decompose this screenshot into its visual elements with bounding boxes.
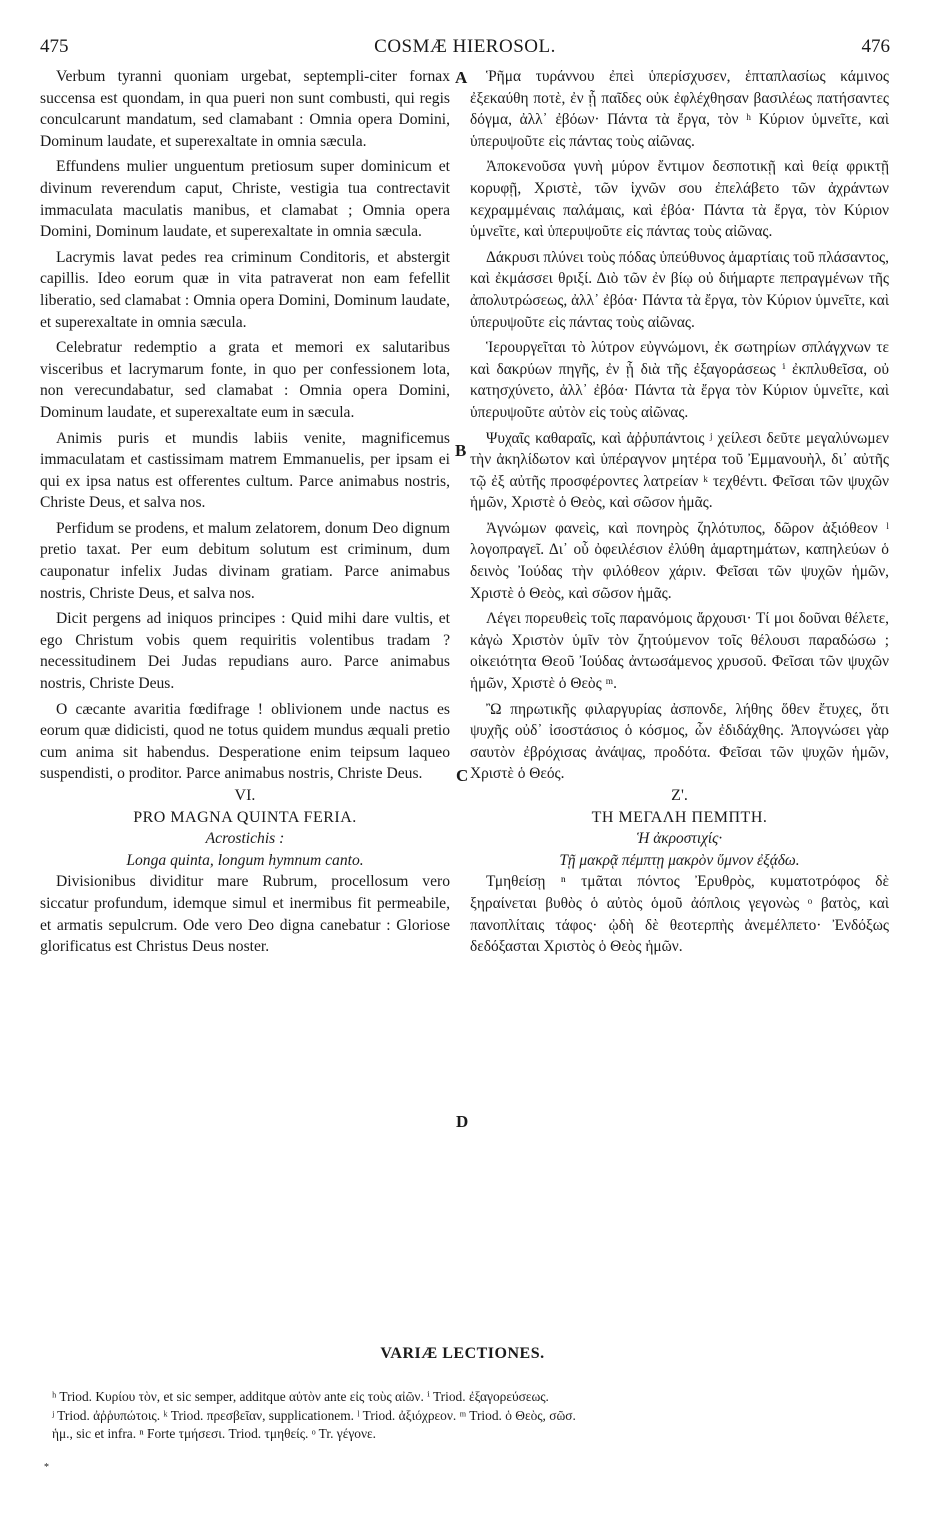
latin-section-number: VI. [234, 787, 256, 804]
greek-paragraph: Λέγει πορευθεὶς τοῖς παρανόμοις ἄρχουσι· Τί μοι δοῦναι θέλετε, κἀγὼ Χριστὸν ὑμῖν τὸν ζητούμενον τοῖς θέλουσι παραδώσω ; οἰκειότητα Θεοῦ Ἰούδας ἀντωσάμενος χρυσοῦ. Φεῖσαι τῶν ψυχῶν ἡμῶν, Χριστὲ ὁ Θεὸς ᵐ. [470, 610, 889, 693]
greek-section-title: ΤΗ ΜΕΓΑΛΗ ΠΕΜΠΤΗ. [591, 808, 768, 826]
latin-section-title: PRO MAGNA QUINTA FERIA. [133, 808, 357, 826]
variant-note-line: ʰ Triod. Κυρίου τὸν, et sic semper, additque αὐτὸν ante εἰς τοὺς αἰῶν. ⁱ Triod. ἐξαγορεύσεως. [52, 1389, 549, 1404]
greek-section-number: Ζ'. [671, 787, 688, 804]
greek-paragraph: Ἱερουργεῖται τὸ λύτρον εὐγνώμονι, ἐκ σωτηρίων σπλάγχνων τε καὶ δακρύων πηγῆς, ἐν ᾗ διὰ τῆς ἐξαγοράσεως ⁱ ἐκπλυθεῖσα, οὐ κατησχύνετο, ἀλλ᾽ ἐβόα· Πάντα τὰ ἔργα τὸν Κύριον ὑμνεῖτε, καὶ ὑπερυψοῦτε αὐτὸν εἰς τοὺς αἰῶνας. [470, 339, 889, 421]
margin-marker-c: C [456, 766, 469, 785]
variant-note-line: ἡμ., sic et infra. ⁿ Forte τμήσεσι. Triod. τμηθείς. ᵒ Tr. γέγονε. [52, 1426, 376, 1441]
greek-paragraph: Δάκρυσι πλύνει τοὺς πόδας ὑπεύθυνος ἁμαρτίαις τοῦ πλάσαντος, καὶ ἐκμάσσει θριξί. Διὸ τῶν ἐν βίῳ οὐ διήμαρτε πεπραγμένων τῆς ἀπολυτρώσεως, ἀλλ᾽ ἐβόα· Πάντα τὰ ἔργα, τὸν Κύριον ὑμνεῖτε, καὶ ὑπερυψοῦτε εἰς πάντας τοὺς αἰῶνας. [470, 248, 889, 331]
latin-section-text: Divisionibus dividitur mare Rubrum, procellosum vero siccatur profundum, idemque simul et inermibus fit permeabile, et armatis sepulcrum. Ode vero Deo digna canebatur : Gloriose glorificatus est Christus Deus noster. [40, 873, 450, 956]
latin-paragraph: Perfidum se prodens, et malum zelatorem, donum Deo dignum pretio taxat. Per eum debitum solutum est criminum, dum cauponatur infelix Judas divinam gratiam. Parce animabus nostris, Christe Deus, et salva nos. [40, 519, 450, 602]
running-title: COSMÆ HIEROSOL. [374, 36, 556, 57]
latin-paragraph: Lacrymis lavat pedes rea criminum Conditoris, et abstergit capillis. Ideo eorum quæ in vita patraverat non eam fefellit liberatio, sed clamabat : Omnia opera Domini, Dominum laudate, et superexaltate in omnia sæcula. [40, 248, 450, 331]
latin-paragraph: O cæcante avaritia fœdifrage ! oblivionem unde nactus es eorum quæ didicisti, quod ne totus quidem mundus æquali pretio cum anima sit habendus. Desperatione enim teipsum laqueo suspendisti, o proditor. Parce animabus nostris, Christe Deus. [40, 700, 450, 783]
page-header [40, 36, 890, 58]
greek-acrostic-text: Τῇ μακρᾷ πέμπτῃ μακρὸν ὕμνον ἐξᾴδω. [559, 851, 800, 869]
latin-paragraph: Verbum tyranni quoniam urgebat, septempli-citer fornax succensa est quondam, in qua pueri non sunt combusti, qui regis conculcarunt mandatum, sed clamabant : Omnia opera Domini, Dominum laudate, et superexaltate in omnia sæcula. [40, 68, 450, 150]
latin-paragraph: Animis puris et mundis labiis venite, magnificemus immaculatam et castissimam matrem Emmanuelis, per ipsam ei qui ex ipsa natus est offerentes cultum. Parce animabus nostris, Christe Deus, et salva nos. [40, 429, 450, 512]
page-number-left: 475 [40, 36, 69, 57]
latin-paragraph: Effundens mulier unguentum pretiosum super dominicum et divinum reverendum caput, Christe, vestigia tua contrectavit immaculata maculatis manibus, et clamabat ; Omnia opera Domini, Dominum laudate, et superexaltate in omnia sæcula. [40, 158, 450, 241]
margin-marker-b: B [455, 441, 467, 460]
greek-column [470, 66, 889, 958]
greek-paragraph: Ῥῆμα τυράννου ἐπεὶ ὑπερίσχυσεν, ἑπταπλασίως κάμινος ἐξεκαύθη ποτὲ, ἐν ᾗ παῖδες οὐκ ἐφλέχθησαν βασιλέως πατήσαντες δόγμα, ἀλλ᾽ ἐβόων· Πάντα τὰ ἔργα, τὸν ʰ Κύριον ὑμνεῖτε, καὶ ὑπερυψοῦτε εἰς πάντας τοὺς αἰῶνας. [470, 68, 889, 150]
latin-acrostic-label: Acrostichis : [205, 830, 285, 848]
greek-paragraph: Ψυχαῖς καθαραῖς, καὶ ἀῤῥυπάντοις ʲ χείλεσι δεῦτε μεγαλύνωμεν τὴν ἀκηλίδωτον καὶ ὑπέραγνον μητέρα τοῦ Ἐμμανουὴλ, δι᾽ αὐτῆς τῷ ἐξ αὐτῆς προσφέροντες λατρείαν ᵏ τεχθέντι. Φεῖσαι τῶν ψυχῶν ἡμῶν, Χριστὲ ὁ Θεὸς, καὶ σῶσον ἡμᾶς. [470, 429, 889, 512]
greek-section-text: Τμηθείσῃ ⁿ τμᾶται πόντος Ἐρυθρὸς, κυματοτρόφος δὲ ξηραίνεται βυθὸς ὁ αὐτὸς ὁμοῦ ἀόπλοις γεγονὼς ᵒ βατὸς, καὶ πανοπλίταις τάφος· ᾠδὴ δὲ θεοτερπὴς ἀνεμέλπετο· Ἐνδόξως δεδόξασται Χριστὸς ὁ Θεὸς ἡμῶν. [470, 873, 889, 956]
latin-paragraph: Dicit pergens ad iniquos principes : Quid mihi dare vultis, et ego Christum vobis quem requiritis volentibus tradam ? necessitudinem Dei Judas repudians auro. Parce animabus nostris, Christe Deus. [40, 610, 450, 693]
variae-lectiones-heading: VARIÆ LECTIONES. [380, 1345, 545, 1362]
latin-paragraph: Celebratur redemptio a grata et memori ex salutaribus visceribus et lacrymarum fonte, in quo per confessionem lota, non verecundabatur, sed clamabat : Omnia opera Domini, Dominum laudate, et superexaltate eum in sæcula. [40, 339, 450, 421]
margin-marker-a: A [455, 68, 468, 87]
variant-notes [52, 1388, 892, 1444]
greek-paragraph: Ἀποκενοῦσα γυνὴ μύρον ἔντιμον δεσποτικῇ καὶ θείᾳ φρικτῇ κορυφῇ, Χριστὲ, τῶν ἰχνῶν σου ἐπελάβετο τῶν ἀχράντων κεχραμμέναις παλάμαις, καὶ ἐβόα· Πάντα τὰ ἔργα, τὸν Κύριον ὑμνεῖτε, καὶ ὑπερυψοῦτε εἰς πάντας τοὺς αἰῶνας. [470, 158, 889, 241]
greek-acrostic-label: Ἡ ἀκροστιχίς· [636, 830, 723, 848]
page-number-right: 476 [861, 36, 890, 57]
variant-note-line: ʲ Triod. ἀῤῥυπώτοις. ᵏ Triod. πρεσβεῖαν, supplicationem. ˡ Triod. ἀξιόχρεον. ᵐ Triod. ὁ Θεὸς, σῶσ. [52, 1407, 576, 1423]
latin-acrostic-text: Longa quinta, longum hymnum canto. [126, 851, 364, 869]
greek-paragraph: Ὢ πηρωτικῆς φιλαργυρίας ἀσπονδε, λήθης ὅθεν ἔτυχες, ὅτι ψυχῆς οὐδ᾽ ἰσοστάσιος ὁ κόσμος, ὧν ἐδιδάχθης. Ἀπογνώσει γὰρ σαυτὸν ἐβρόχισας ἀνάψας, προδότα. Φεῖσαι τῶν ψυχῶν ἡμῶν, Χριστὲ ὁ Θεός. [470, 700, 889, 783]
latin-column [40, 66, 450, 958]
page-mark: * [44, 1462, 49, 1473]
margin-marker-d: D [456, 1112, 469, 1131]
greek-paragraph: Ἀγνώμων φανεὶς, καὶ πονηρὸς ζηλότυπος, δῶρον ἀξιόθεον ˡ λογοπραγεῖ. Δι᾽ οὗ ὀφειλέσιον ἐλύθη ἁμαρτημάτων, καπηλεύων ὁ δεινὸς Ἰούδας τὴν φιλόθεον χάριν. Φεῖσαι τῶν ψυχῶν ἡμῶν, Χριστὲ ὁ Θεὸς, καὶ σῶσον ἡμᾶς. [470, 519, 889, 602]
